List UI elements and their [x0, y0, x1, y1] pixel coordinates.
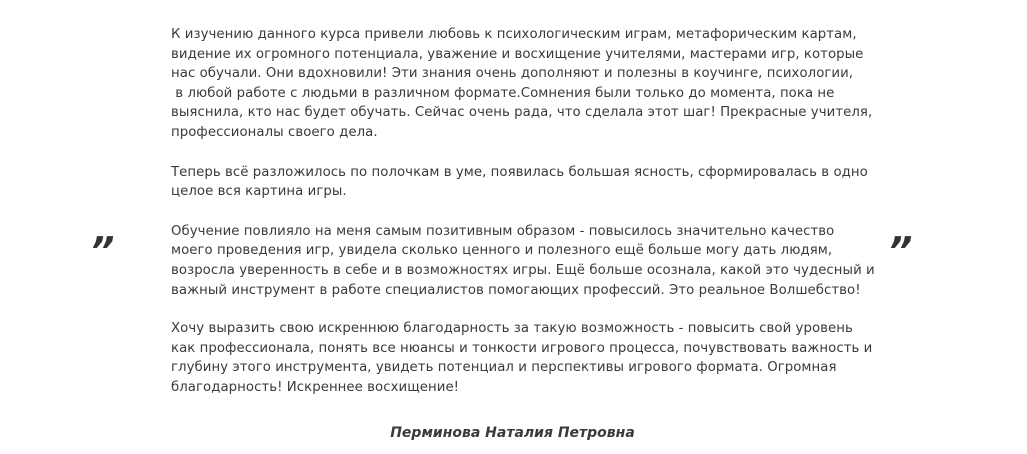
text-line: Теперь всё разложилось по полочкам в уме, появилась большая ясность, сформировалась в одно: [171, 164, 868, 180]
text-line: выяснила, кто нас будет обучать. Сейчас очень рада, что сделала этот шаг! Прекрасные учителя,: [171, 105, 873, 121]
text-line: моего проведения игр, увидела сколько ценного и полезного ещё больше могу дать людям,: [171, 243, 833, 259]
text-line: как профессионала, понять все нюансы и тонкости игрового процесса, почувствовать важность и: [171, 340, 873, 356]
paragraph-spacer: [171, 143, 861, 163]
text-line: в любой работе с людьми в различном формате.Сомнения были только до момента, пока не: [171, 85, 835, 101]
text-line: К изучению данного курса привели любовь к психологическим играм, метафорическим картам,: [171, 27, 857, 42]
close-quote-icon: ”: [888, 229, 911, 273]
testimonial-paragraph-3: [171, 222, 875, 300]
text-line: благодарность! Искреннее восхищение!: [171, 379, 460, 395]
testimonial-paragraph-1: [171, 25, 873, 143]
text-line: возросла уверенность в себе и в возможностях игры. Ещё больше осознала, какой это чудесный и: [171, 262, 875, 278]
text-line: целое вся картина игры.: [171, 184, 347, 200]
text-line: профессионалы своего дела.: [171, 124, 378, 140]
text-line: нас обучали. Они вдохновили! Эти знания очень дополняют и полезны в коучинге, психологии,: [171, 66, 854, 82]
paragraph-spacer: [171, 300, 861, 319]
text-line: Хочу выразить свою искреннюю благодарность за такую возможность - повысить свой уровень: [171, 321, 853, 337]
text-line: важный инструмент в работе специалистов помогающих профессий. Это реальное Волшебство!: [171, 282, 861, 298]
text-line: глубину этого инструмента, увидеть потенциал и перспективы игрового формата. Огромная: [171, 360, 837, 376]
text-line: Обучение повлияло на меня самым позитивным образом - повысилось значительно качество: [171, 223, 835, 239]
paragraph-spacer: [171, 202, 861, 222]
text-line: видение их огромного потенциала, уважение и восхищение учителями, мастерами игр, которые: [171, 46, 864, 62]
testimonial-author: [0, 423, 1027, 443]
open-quote-icon: ”: [90, 229, 113, 273]
testimonial-paragraph-2: [171, 163, 868, 202]
author-name: Перминова Наталия Петровна: [390, 425, 635, 441]
testimonial-text: [171, 25, 875, 398]
testimonial-paragraph-4: [171, 319, 873, 397]
